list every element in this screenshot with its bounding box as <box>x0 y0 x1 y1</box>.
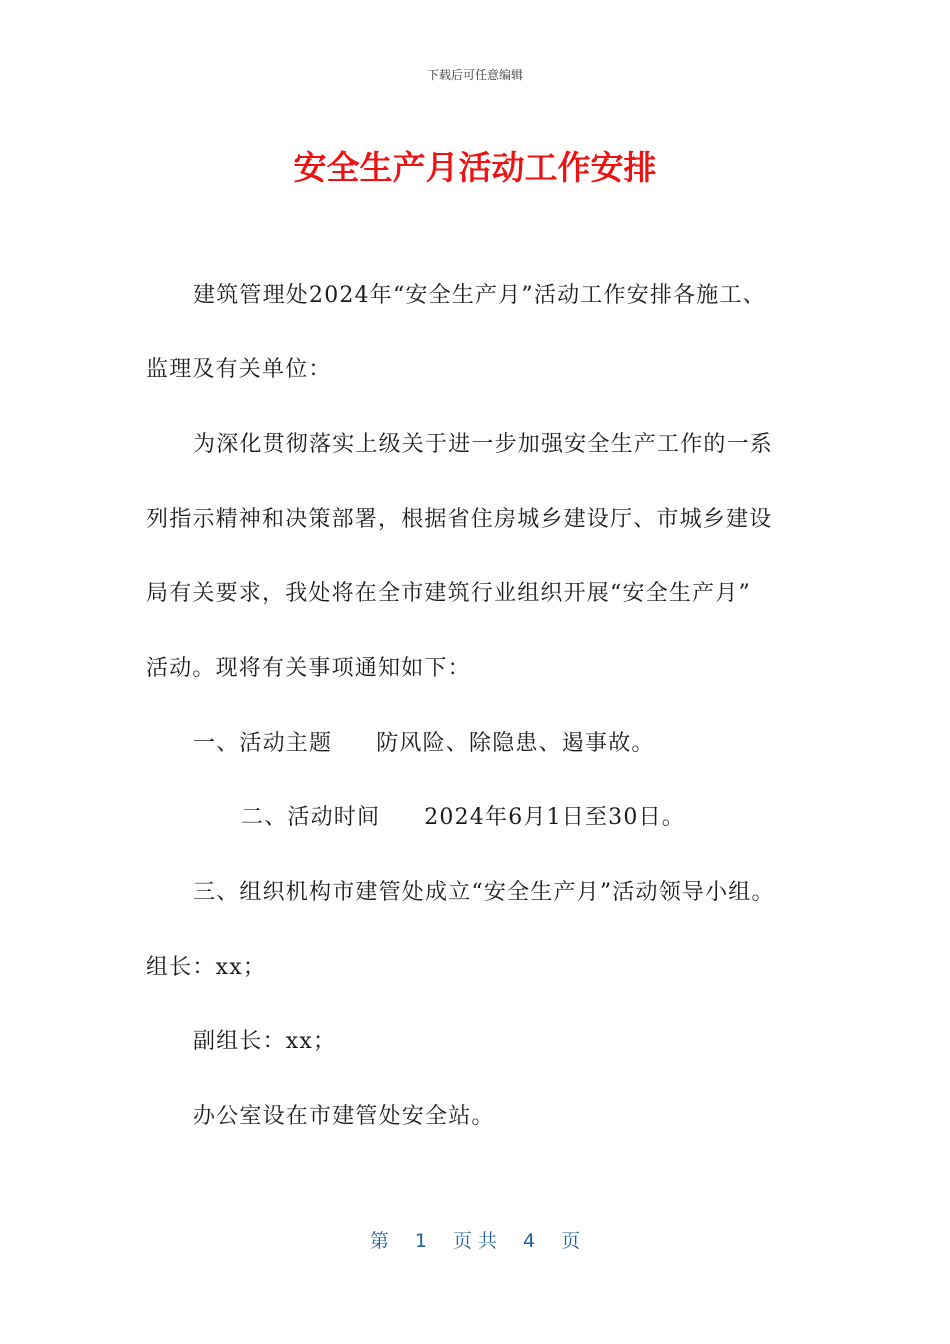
paragraph-line: 监理及有关单位： <box>146 357 332 382</box>
page-footer <box>0 1226 950 1253</box>
header-note: 下载后可任意编辑 <box>426 68 523 82</box>
activity-time-label: 二、活动时间 <box>241 805 381 830</box>
activity-time-value: 2024年6月1日至30日。 <box>424 805 685 830</box>
paragraph-line: 副组长：xx； <box>193 1029 337 1054</box>
paragraph-line: 建筑管理处2024年“安全生产月”活动工作安排各施工、 <box>193 283 766 308</box>
paragraph-line: 为深化贯彻落实上级关于进一步加强安全生产工作的一系 <box>193 432 774 457</box>
paragraph-line: 三、组织机构市建管处成立“安全生产月”活动领导小组。 <box>193 880 775 905</box>
footer-page-prefix: 第 <box>369 1230 389 1252</box>
footer-page-mid: 页 共 <box>452 1230 498 1252</box>
paragraph-line: 列指示精神和决策部署，根据省住房城乡建设厅、市城乡建设 <box>146 507 773 532</box>
footer-page-number: 1 <box>414 1230 427 1252</box>
paragraph-line: 办公室设在市建管处安全站。 <box>193 1104 495 1129</box>
footer-total-pages: 4 <box>523 1230 536 1252</box>
activity-theme <box>193 729 655 759</box>
paragraph-line: 组长：xx； <box>146 955 267 980</box>
activity-time <box>241 803 685 833</box>
paragraph-line: 活动。现将有关事项通知如下： <box>146 656 471 681</box>
document-title: 安全生产月活动工作安排 <box>293 148 657 187</box>
paragraph-line: 局有关要求，我处将在全市建筑行业组织开展“安全生产月” <box>146 581 751 606</box>
activity-theme-label: 一、活动主题 <box>193 731 333 756</box>
activity-theme-value: 防风险、除隐患、遏事故。 <box>376 731 655 756</box>
footer-page-suffix: 页 <box>561 1230 581 1252</box>
